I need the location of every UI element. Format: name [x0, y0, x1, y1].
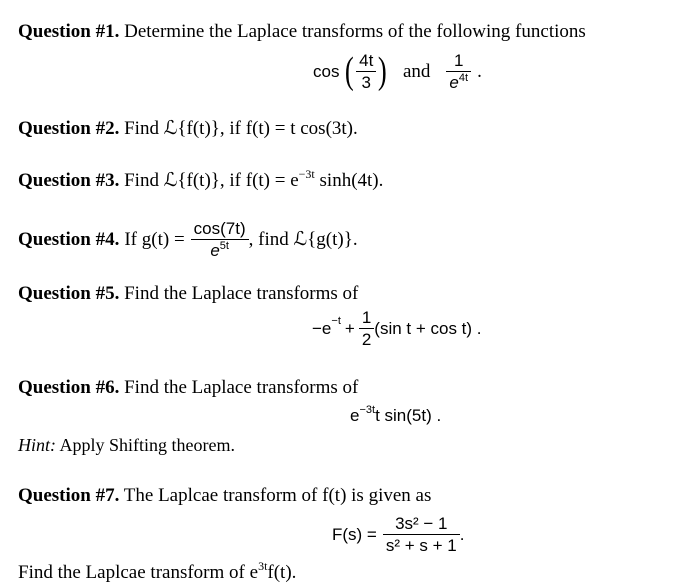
question-6-text: Find the Laplace transforms of	[124, 377, 359, 398]
question-4-label: Question #4.	[18, 228, 120, 250]
fraction-1-over-2: $\frac{1}{2}$	[359, 309, 374, 348]
question-1-text: Determine the Laplace transforms of the following functions	[124, 21, 586, 42]
question-2-text: Find ℒ{f(t)}, if f(t) = t cos(3t).	[124, 118, 358, 139]
fraction-F-of-s: $\frac{\text{3s² − 1}}{\text{s² + s + 1}}$	[383, 515, 460, 554]
question-4: Question #4. If g(t) = $\frac{\cos(7t)}{e^{5t}}$ , find ℒ{g(t)}.	[18, 218, 358, 260]
question-5-formula: −e −t + $\frac{1}{2}$ (sin t + cos t) .	[312, 307, 482, 349]
fraction-cos7t-over-e5t: $\frac{\cos(7t)}{e^{5t}}$	[191, 220, 249, 259]
question-1-heading	[18, 22, 586, 41]
fraction-4t-over-3: $\frac{4t}{3}$	[356, 52, 376, 91]
question-7-formula: F(s) = $\frac{\text{3s² − 1}}{\text{s² + s + 1}}$ .	[332, 513, 465, 555]
question-5-heading	[18, 284, 358, 303]
question-6-formula: $e^{-3t}t$ sin(5t) .	[350, 404, 442, 425]
question-6-heading	[18, 378, 358, 397]
fraction-1-over-e4t: $\frac{1}{e^{4t}}$	[446, 52, 471, 91]
and-word: and	[402, 60, 431, 82]
question-7-heading	[18, 486, 431, 505]
hint-label: Hint:	[18, 435, 56, 455]
hint-text: Apply Shifting theorem.	[59, 435, 235, 455]
question-1-label: Question #1.	[18, 21, 120, 42]
question-3-label: Question #3.	[18, 170, 120, 191]
question-6-label: Question #6.	[18, 377, 120, 398]
question-1-formula: cos ( $\frac{4t}{3}$ ) and $\frac{1}{e^{4t}}$ .	[313, 50, 482, 92]
question-5-text: Find the Laplace transforms of	[124, 283, 359, 304]
question-3: Question #3. Find ℒ{f(t)}, if $f(t) = e^{-3t}$ sinh(4t).	[18, 167, 384, 191]
question-7-label: Question #7.	[18, 485, 120, 506]
question-5-label: Question #5.	[18, 283, 120, 304]
cos-function: cos	[313, 61, 340, 81]
question-2	[18, 119, 358, 138]
question-7-find: Find the Laplcae transform of $e^{3t}f(t)$.	[18, 559, 297, 583]
question-7-text: The Laplcae transform of f(t) is given as	[123, 485, 432, 506]
question-2-label: Question #2.	[18, 118, 120, 139]
hint	[18, 436, 235, 454]
